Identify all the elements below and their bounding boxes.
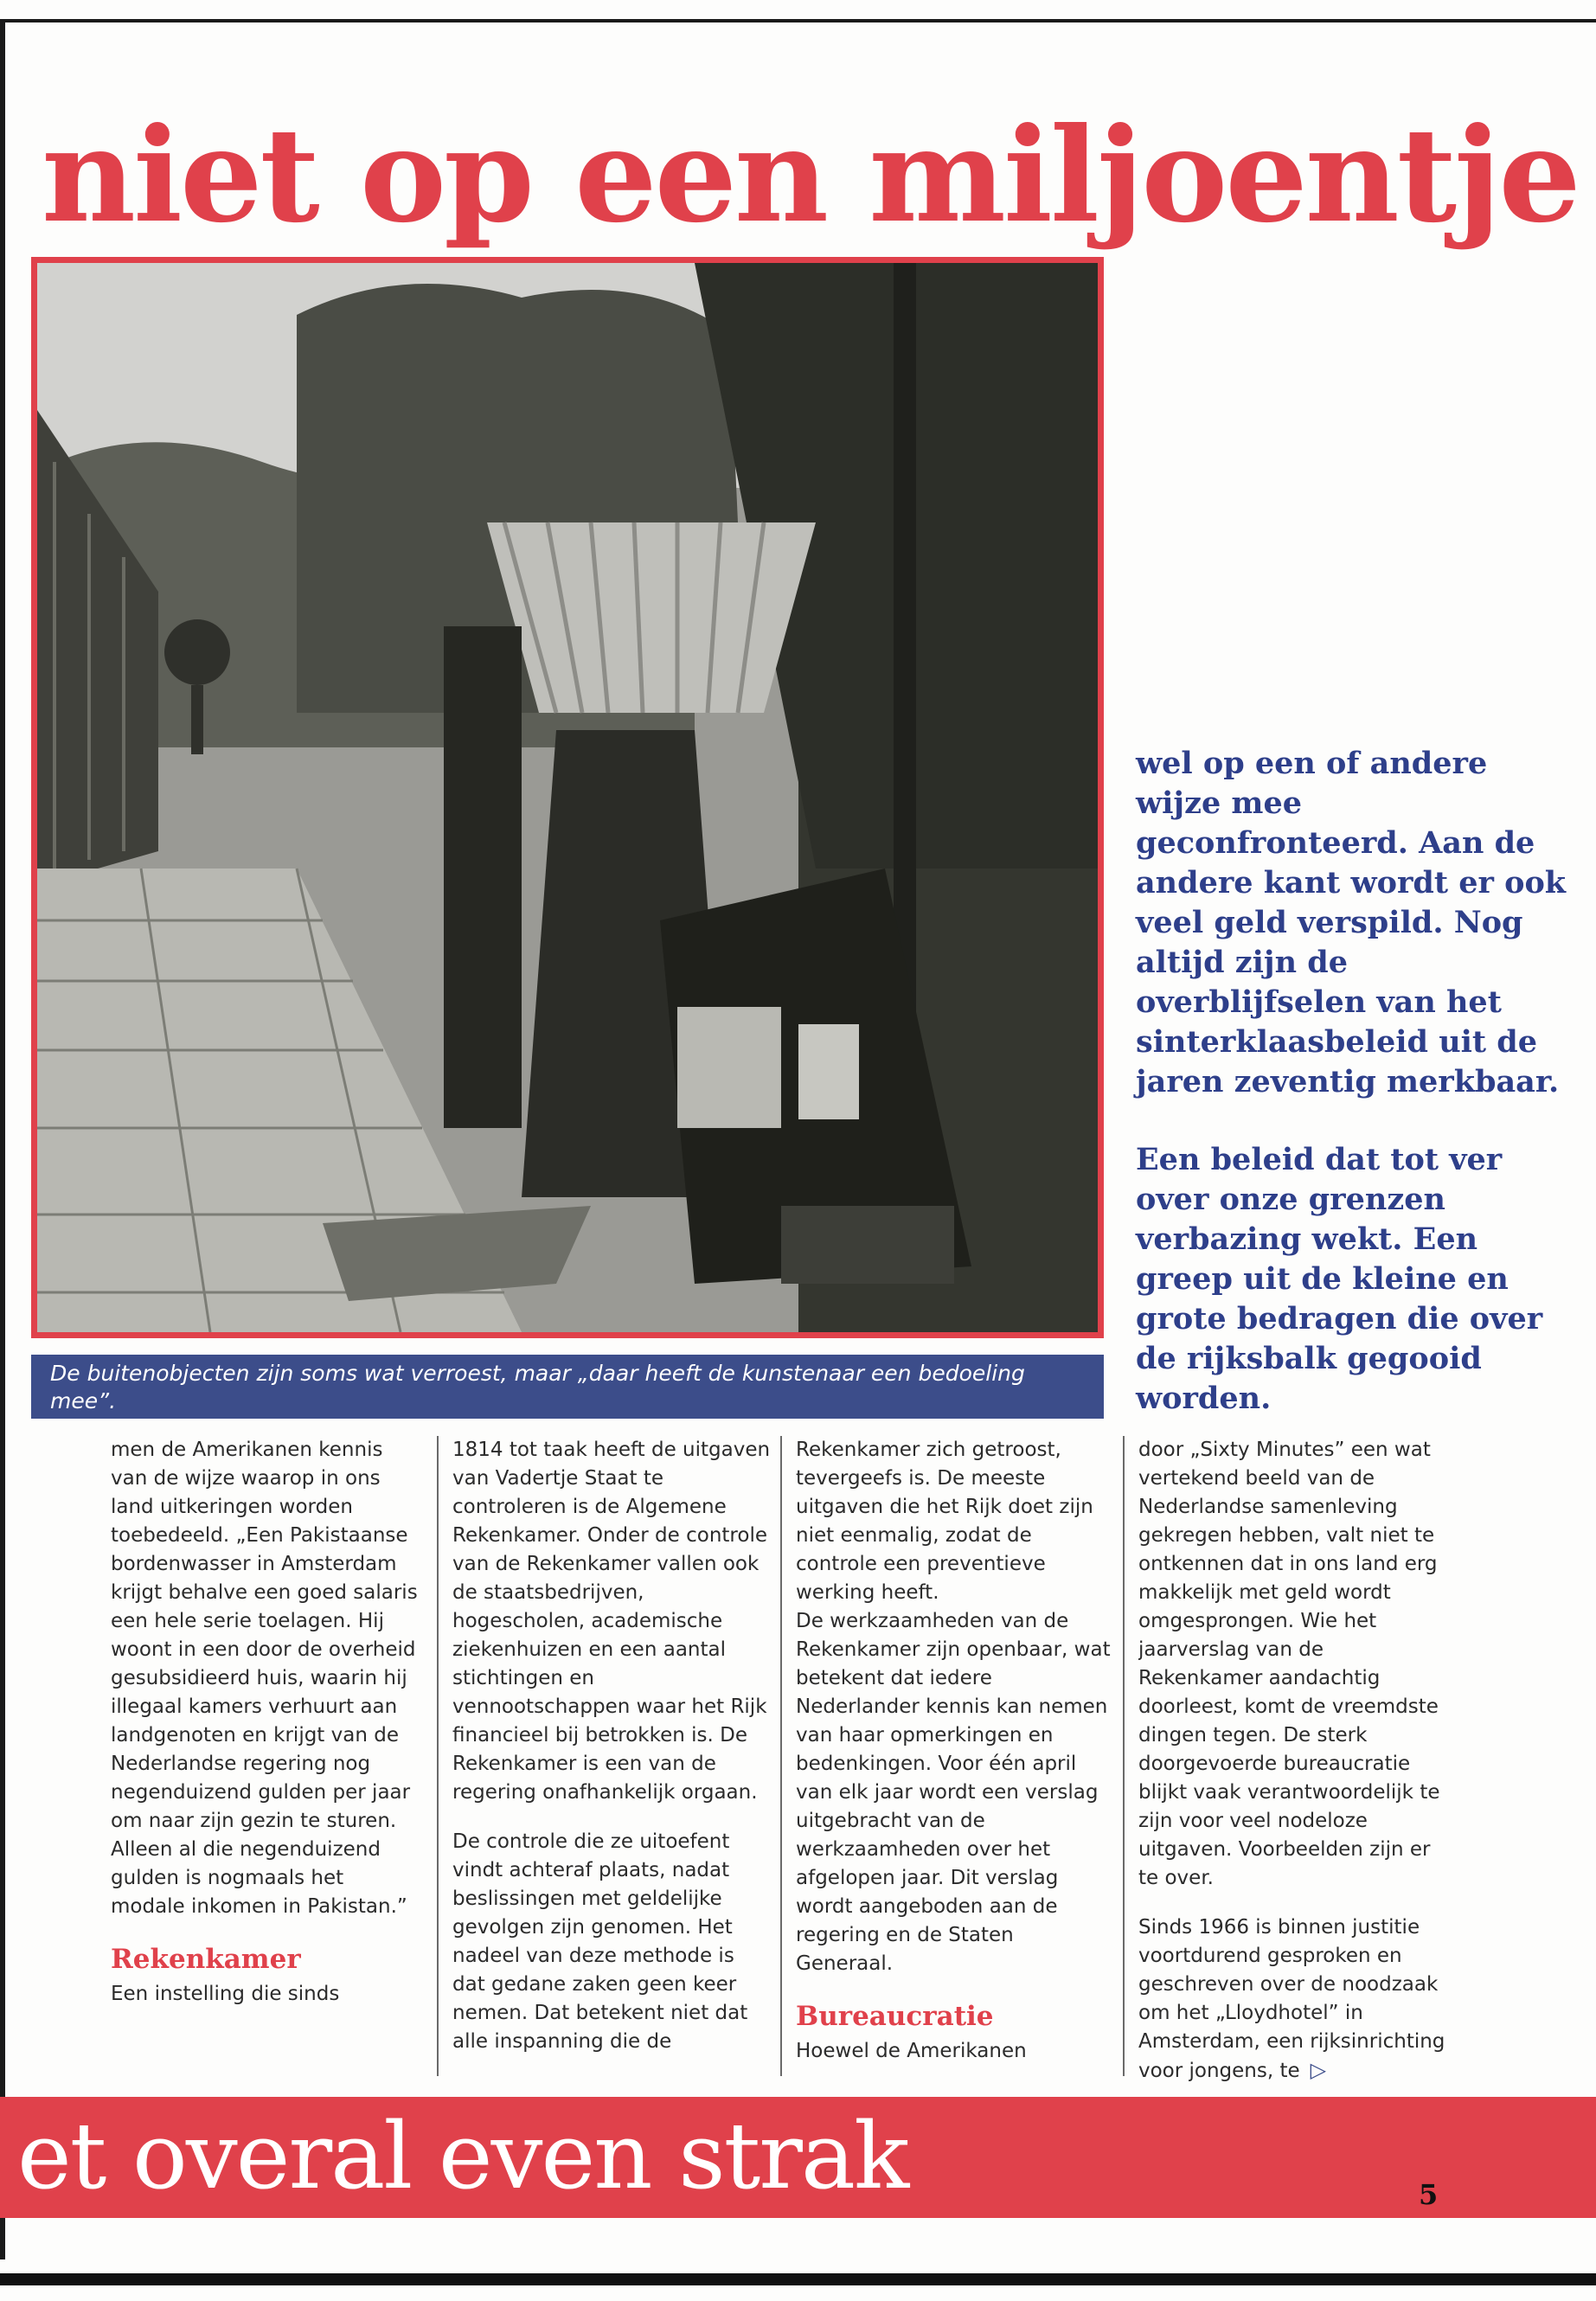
garden-sculptures-photo [37,263,1098,1332]
left-rule [0,19,5,2259]
text-column-1 [111,1436,422,2085]
column-divider [780,1436,782,2076]
paragraph: Rekenkamer zich getroost, tevergeefs is. De meeste uitgaven die het Rijk doet zijn niet eenmalig, zodat de controle een preventieve werking heeft. [796,1439,1093,1604]
bottom-rule [0,2273,1596,2285]
page-number: 5 [1419,2178,1439,2211]
photo [31,257,1104,1338]
top-rule [0,19,1596,22]
continue-arrow-icon: ▷ [1310,2058,1327,2082]
paragraph: De controle die ze uitoefent vindt achteraf plaats, nadat beslissingen met geldelijke gevolgen zijn genomen. Het nadeel van deze methode is dat gedane zaken geen keer nemen. Dat betekent niet dat alle inspanning die de [452,1830,748,2053]
paragraph: Een instelling die sinds [111,1983,340,2005]
text-column-2 [452,1436,772,2085]
intro-paragraph: wel op een of andere wijze mee geconfronteerd. Aan de andere kant wordt er ook veel geld verspild. Nog altijd zijn de overblijfselen van het sinterklaasbeleid uit de jaren zeventig merkbaar. [1136,746,1567,1099]
text-column-3 [796,1436,1116,2085]
headline: niet op een miljoentje [42,99,1579,252]
subhead-bureaucratie: Bureaucratie [796,2001,994,2032]
paragraph: 1814 tot taak heeft de uitgaven van Vadertje Staat te controleren is de Algemene Rekenkamer. Onder de controle van de Rekenkamer vallen ook de staatsbedrijven, hogescholen, academische ziekenhuizen en een aantal stichtingen en vennootschappen waar het Rijk financieel bij betrokken is. De Rekenkamer is een van de regering onafhankelijk orgaan. [452,1439,771,1804]
paragraph: De werkzaamheden van de Rekenkamer zijn openbaar, wat betekent dat iedere Nederlander kennis kan nemen van haar opmerkingen en bedenkingen. Voor één april van elk jaar wordt een verslag uitgebracht van de werkzaamheden over het afgelopen jaar. Dit verslag wordt aangeboden aan de regering en de Staten Generaal. [796,1610,1111,1975]
paragraph: Hoewel de Amerikanen [796,2040,1027,2062]
paragraph [1138,1913,1450,2085]
footer-title: et overal even strak [17,2103,908,2209]
text-column-4 [1138,1436,1450,2085]
photo-caption: De buitenobjecten zijn soms wat verroest, maar „daar heeft de kunstenaar een bedoeling mee”. [31,1355,1104,1419]
column-divider [1123,1436,1125,2076]
intro-text [1136,744,1577,1457]
paragraph: door „Sixty Minutes” een wat vertekend beeld van de Nederlandse samenleving gekregen hebben, valt niet te ontkennen dat in ons land erg makkelijk met geld wordt omgesprongen. Wie het jaarverslag van de Rekenkamer aandachtig doorleest, komt de vreemdste dingen tegen. De sterk doorgevoerde bureaucratie blijkt vaak verantwoordelijk te zijn voor veel nodeloze uitgaven. Voorbeelden zijn er te over. [1138,1439,1440,1889]
column-divider [437,1436,439,2076]
intro-paragraph: Een beleid dat tot ver over onze grenzen verbazing wekt. Een greep uit de kleine en grote bedragen die over de rijksbalk gegooid worden. [1136,1142,1543,1416]
paragraph-text: Sinds 1966 is binnen justitie voortdurend gesproken en geschreven over de noodzaak om het „Lloydhotel” in Amsterdam, een rijksinrichting voor jongens, te [1138,1916,1445,2082]
paragraph: men de Amerikanen kennis van de wijze waarop in ons land uitkeringen worden toebedeeld. „Een Pakistaanse bordenwasser in Amsterdam krijgt behalve een goed salaris een hele serie toelagen. Hij woont in een door de overheid gesubsidieerd huis, waarin hij illegaal kamers verhuurt aan landgenoten en krijgt van de Nederlandse regering nog negenduizend gulden per jaar om naar zijn gezin te sturen. Alleen al die negenduizend gulden is nogmaals het modale inkomen in Pakistan.” [111,1439,418,1918]
subhead-rekenkamer: Rekenkamer [111,1944,301,1975]
